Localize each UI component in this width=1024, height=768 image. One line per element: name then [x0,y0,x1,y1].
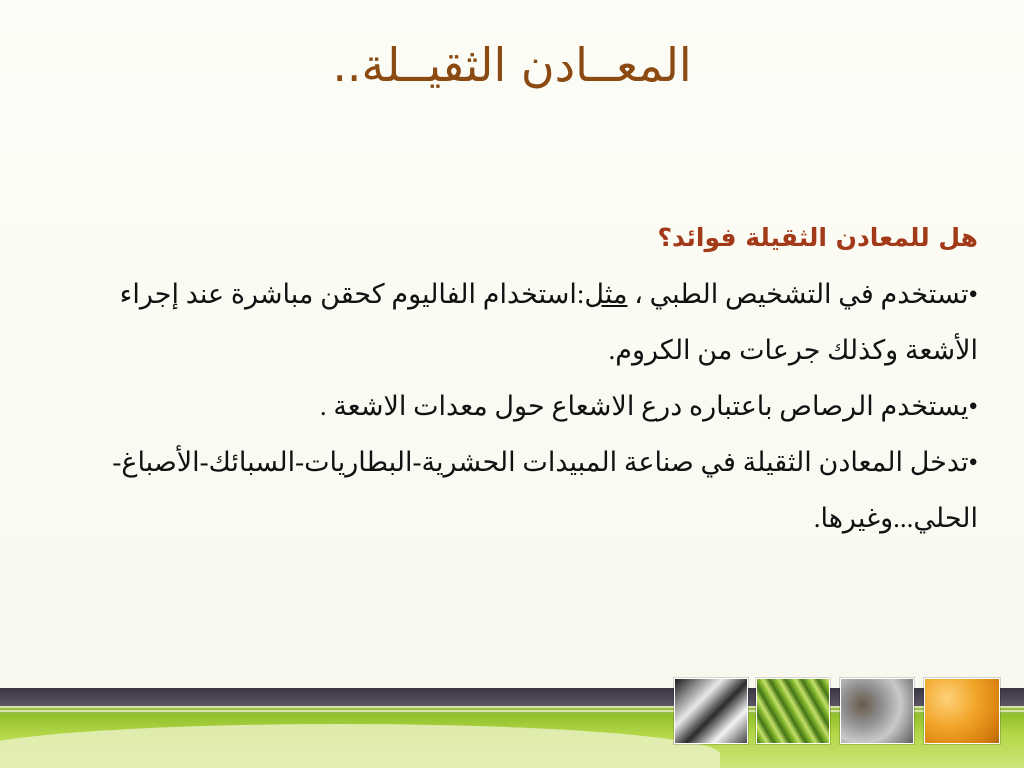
oranges-image [924,678,1000,744]
slide-title-text: المعــادن الثقيــلة.. [332,38,692,92]
wheat-image [756,678,830,744]
bullet-medical-detail: :استخدام الفاليوم كحقن مباشرة عند إجراء الأشعة وكذلك جرعات من الكروم. [119,279,978,365]
slide-body [48,210,978,546]
bullet-medical-intro: •تستخدم في التشخيص الطبي ، [627,279,978,309]
question-heading: هل للمعادن الثقيلة فوائد؟ [657,223,978,252]
bullet-medical [48,266,978,378]
example-label: مثل [584,279,628,309]
slide-title [0,38,1024,92]
rocks-image [840,678,914,744]
bullet-industry: •تدخل المعادن الثقيلة في صناعة المبيدات الحشرية-البطاريات-السبائك-الأصباغ-الحلي...وغيرها. [112,447,978,533]
bullet-lead: •يستخدم الرصاص باعتباره درع الاشعاع حول معدات الاشعة . [319,391,978,421]
cows-image [674,678,748,744]
